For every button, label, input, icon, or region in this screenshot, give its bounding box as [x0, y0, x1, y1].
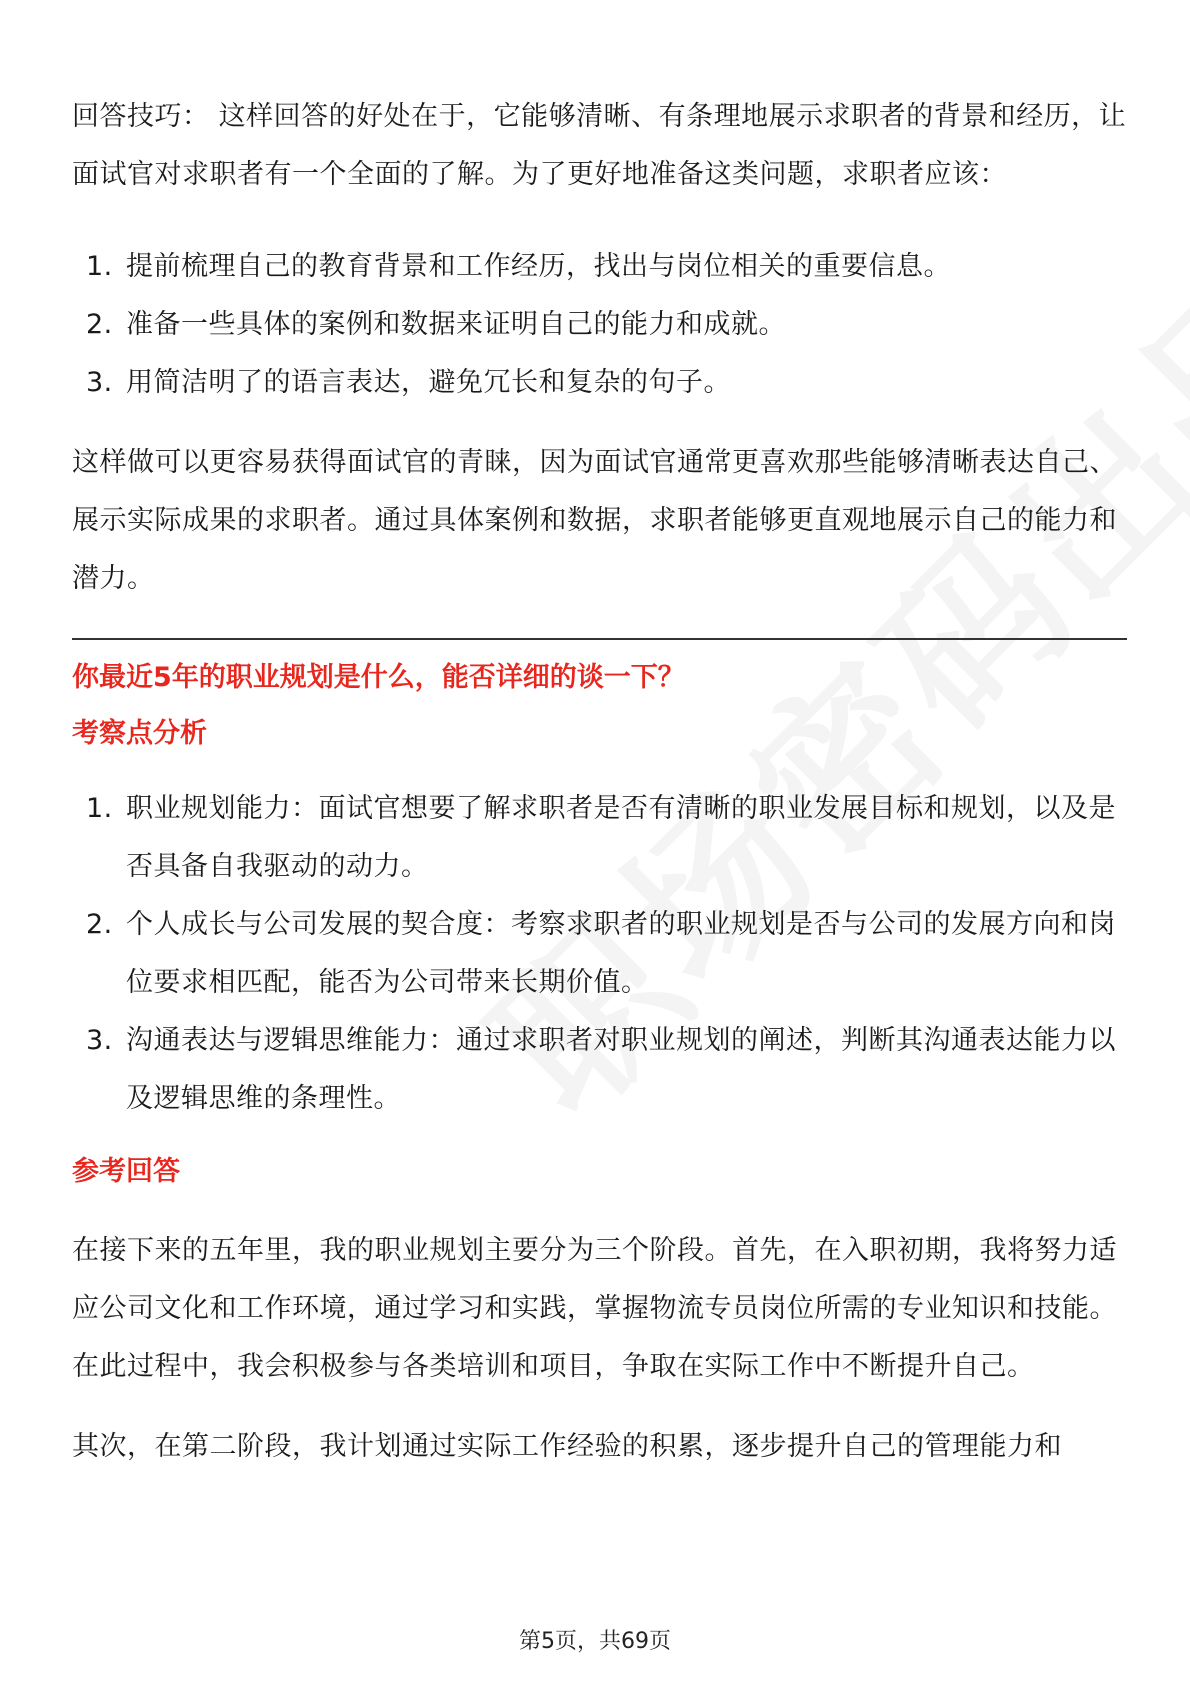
list-number: 2. — [86, 909, 113, 940]
list-item-text: 个人成长与公司发展的契合度：考察求职者的职业规划是否与公司的发展方向和岗位要求相匹配，能否为公司带来长期价值。 — [126, 909, 1116, 998]
page-number: 第5页，共69页 — [519, 1629, 671, 1654]
list-item — [72, 238, 1127, 296]
analysis-heading: 考察点分析 — [72, 718, 207, 749]
list-item — [72, 1012, 1127, 1128]
section-divider — [72, 638, 1127, 640]
answer-paragraph: 其次，在第二阶段，我计划通过实际工作经验的积累，逐步提升自己的管理能力和 — [72, 1431, 1062, 1462]
list-item-text: 职业规划能力：面试官想要了解求职者是否有清晰的职业发展目标和规划，以及是否具备自我驱动的动力。 — [126, 793, 1116, 882]
analysis-list — [72, 780, 1127, 1128]
list-item-text: 用简洁明了的语言表达，避免冗长和复杂的句子。 — [126, 367, 731, 398]
answer-heading: 参考回答 — [72, 1156, 180, 1187]
list-item-text: 沟通表达与逻辑思维能力：通过求职者对职业规划的阐述，判断其沟通表达能力以及逻辑思维的条理性。 — [126, 1025, 1116, 1114]
list-item — [72, 354, 1127, 412]
list-number: 1. — [86, 793, 113, 824]
list-number: 3. — [86, 367, 113, 398]
answer-paragraph: 在接下来的五年里，我的职业规划主要分为三个阶段。首先，在入职初期，我将努力适应公司文化和工作环境，通过学习和实践，掌握物流专员岗位所需的专业知识和技能。在此过程中，我会积极参与各类培训和项目，争取在实际工作中不断提升自己。 — [72, 1235, 1117, 1382]
list-item-text: 准备一些具体的案例和数据来证明自己的能力和成就。 — [126, 309, 786, 340]
list-number: 2. — [86, 309, 113, 340]
document-page — [72, 88, 1127, 1476]
list-item — [72, 780, 1127, 896]
list-item — [72, 296, 1127, 354]
list-number: 3. — [86, 1025, 113, 1056]
list-item — [72, 896, 1127, 1012]
list-item-text: 提前梳理自己的教育背景和工作经历，找出与岗位相关的重要信息。 — [126, 251, 951, 282]
list-number: 1. — [86, 251, 113, 282]
tips-paragraph: 回答技巧： 这样回答的好处在于，它能够清晰、有条理地展示求职者的背景和经历，让面试官对求职者有一个全面的了解。为了更好地准备这类问题，求职者应该： — [72, 101, 1127, 190]
closing-paragraph: 这样做可以更容易获得面试官的青睐，因为面试官通常更喜欢那些能够清晰表达自己、展示实际成果的求职者。通过具体案例和数据，求职者能够更直观地展示自己的能力和潜力。 — [72, 447, 1117, 594]
question-title: 你最近5年的职业规划是什么，能否详细的谈一下？ — [72, 662, 685, 693]
tips-list — [72, 238, 1127, 412]
